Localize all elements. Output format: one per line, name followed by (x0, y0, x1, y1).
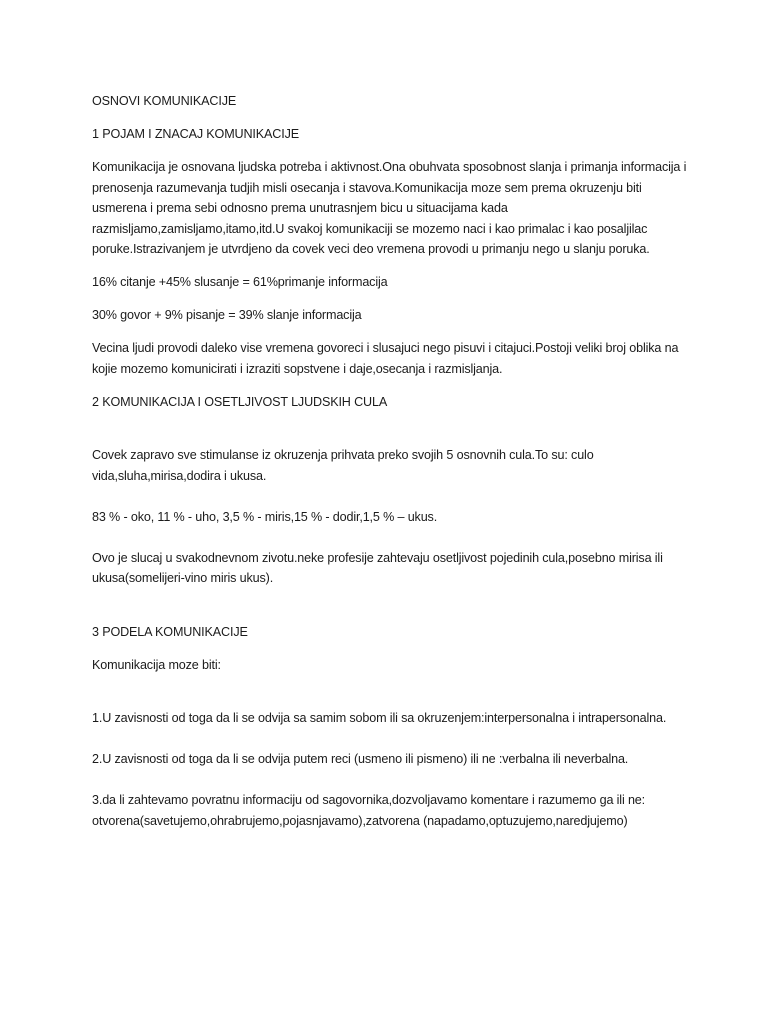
section-3-item-2: 2.U zavisnosti od toga da li se odvija putem reci (usmeno ili pismeno) ili ne :verbalna ili neverbalna. (92, 752, 629, 766)
section-3-item-3: 3.da li zahtevamo povratnu informaciju od sagovornika,dozvoljavamo komentare i razumemo ga ili ne: otvorena(savetujemo,ohrabrujemo,pojasnjavamo),zatvorena (napadamo,optuzujemo,naredjujemo) (92, 793, 646, 828)
section-2-line-1: Covek zapravo sve stimulanse iz okruzenja prihvata preko svojih 5 osnovnih cula.To su: culo vida,sluha,mirisa,dodira i ukusa. (92, 448, 594, 483)
stat-sending: 30% govor + 9% pisanje = 39% slanje informacija (92, 308, 362, 322)
section-3-item-1: 1.U zavisnosti od toga da li se odvija sa samim sobom ili sa okruzenjem:interpersonalna i intrapersonalna. (92, 711, 667, 725)
section-3-list (92, 688, 692, 852)
section-1-heading: 1 POJAM I ZNACAJ KOMUNIKACIJE (92, 127, 299, 141)
section-1-paragraph-2: Vecina ljudi provodi daleko vise vremena govoreci i slusajuci nego pisuvi i citajuci.Postoji veliki broj oblika na kojie mozemo komunicirati i izraziti sopstvene i daje,osecanja i razmisljanja. (92, 341, 679, 376)
document-title: OSNOVI KOMUNIKACIJE (92, 94, 237, 108)
section-3-intro: Komunikacija moze biti: (92, 657, 221, 672)
document-page (92, 91, 692, 864)
section-3-heading: 3 PODELA KOMUNIKACIJE (92, 624, 248, 639)
section-2-block (92, 425, 692, 610)
section-2-heading: 2 KOMUNIKACIJA I OSETLJIVOST LJUDSKIH CULA (92, 394, 388, 409)
section-2-line-2: 83 % - oko, 11 % - uho, 3,5 % - miris,15 % - dodir,1,5 % – ukus. (92, 509, 438, 524)
section-2-line-3: Ovo je slucaj u svakodnevnom zivotu.neke profesije zahtevaju osetljivost pojedinih cula,posebno mirisa ili ukusa(somelijeri-vino miris ukus). (92, 550, 663, 585)
section-1-paragraph: Komunikacija je osnovana ljudska potreba i aktivnost.Ona obuhvata sposobnost slanja i primanja informacija i prenosenja razumevanja tudjih misli osecanja i stavova.Komunikacija moze sem prema okruzenju biti usmerena i prema sebi odnosno prema unutrasnjem bicu u situacijama kada razmisljamo,zamisljamo,itamo,itd.U svakoj komunikaciji se mozemo naci i kao primalac i kao posaljilac poruke.Istrazivanjem je utvrdjeno da covek veci deo vremena provodi u primanju nego u slanju poruka. (92, 160, 687, 256)
stat-receiving: 16% citanje +45% slusanje = 61%primanje informacija (92, 275, 388, 289)
